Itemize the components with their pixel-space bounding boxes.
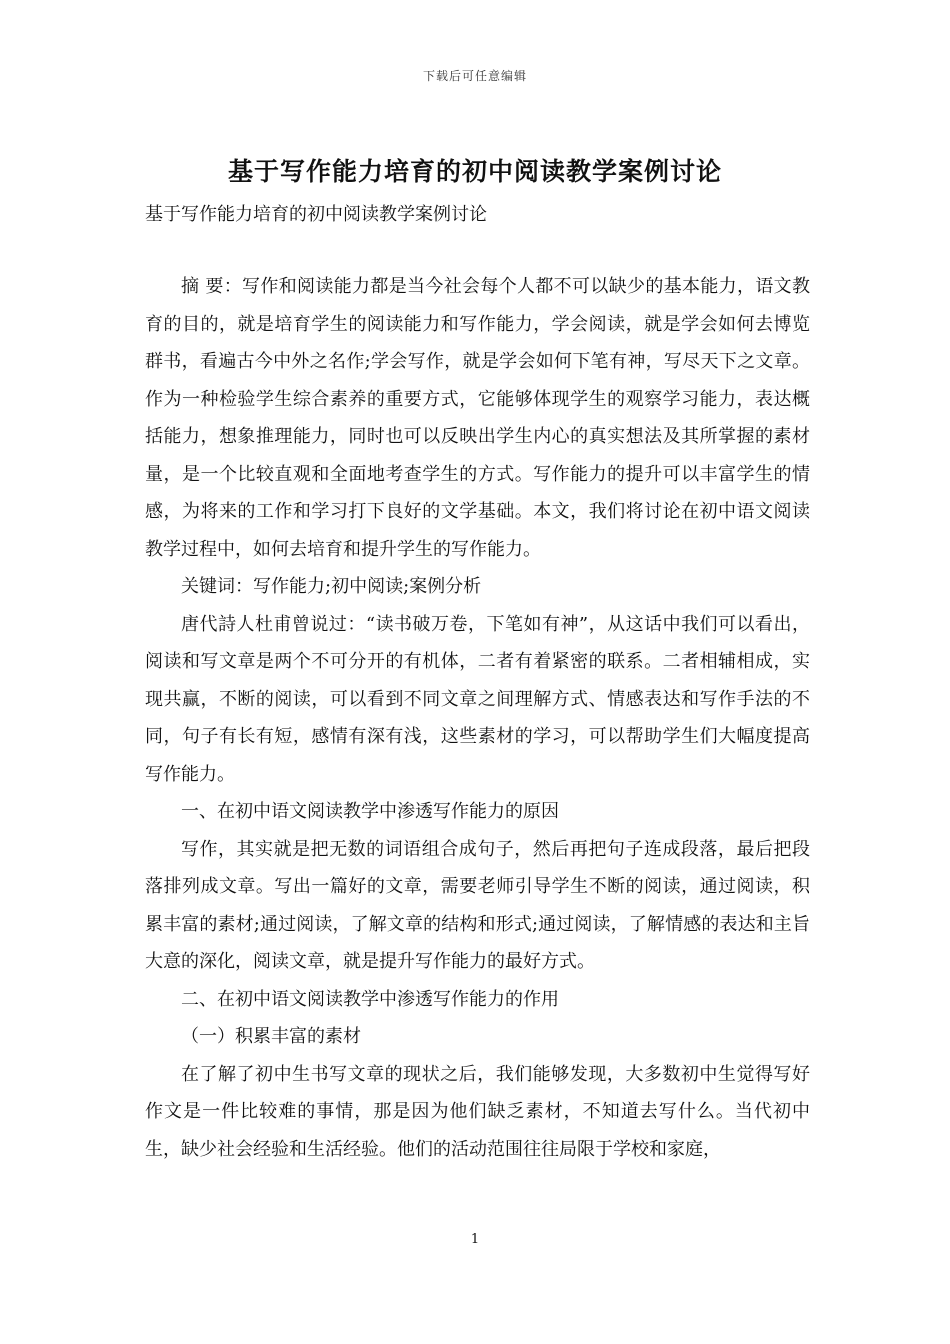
keywords-paragraph: 关键词：写作能力;初中阅读;案例分析 — [181, 576, 482, 597]
page-number: 1 — [470, 1232, 480, 1247]
abstract-paragraph: 摘 要：写作和阅读能力都是当今社会每个人都不可以缺少的基本能力，语文教育的目的，就是培育学生的阅读能力和写作能力，学会阅读，就是学会如何去博览群书，看遍古今中外之名作;学会写作，就是学会如何下笔有神，写尽天下之文章。作为一种检验学生综合素养的重要方式，它能够体现学生的观察学习能力，表达概括能力，想象推理能力，同时也可以反映出学生内心的真实想法及其所掌握的素材量，是一个比较直观和全面地考查学生的方式。写作能力的提升可以丰富学生的情感，为将来的工作和学习打下良好的文学基础。本文，我们将讨论在初中语文阅读教学过程中，如何去培育和提升学生的写作能力。 — [145, 276, 810, 560]
intro-paragraph: 唐代詩人杜甫曾说过：“读书破万卷，下笔如有神”，从这话中我们可以看出，阅读和写文章是两个不可分开的有机体，二者有着紧密的联系。二者相辅相成，实现共赢，不断的阅读，可以看到不同文章之间理解方式、情感表达和写作手法的不同，句子有长有短，感情有深有浅，这些素材的学习，可以帮助学生们大幅度提高写作能力。 — [145, 613, 810, 785]
document-title: 基于写作能力培育的初中阅读教学案例讨论 — [227, 157, 722, 186]
header-note: 下载后可任意编辑 — [422, 69, 527, 83]
section-heading-2: 二、在初中语文阅读教学中渗透写作能力的作用 — [181, 988, 559, 1010]
document-body — [145, 268, 810, 1168]
subsection-heading-1: （一）积累丰富的素材 — [181, 1026, 361, 1047]
subsection-1-paragraph: 在了解了初中生书写文章的现状之后，我们能够发现，大多数初中生觉得写好作文是一件比较难的事情，那是因为他们缺乏素材，不知道去写什么。当代初中生，缺少社会经验和生活经验。他们的活动范围往往局限于学校和家庭， — [145, 1063, 810, 1160]
document-subtitle: 基于写作能力培育的初中阅读教学案例讨论 — [145, 204, 487, 225]
section-heading-1: 一、在初中语文阅读教学中渗透写作能力的原因 — [181, 801, 559, 822]
section-1-paragraph: 写作，其实就是把无数的词语组合成句子，然后再把句子连成段落，最后把段落排列成文章。写出一篇好的文章，需要老师引导学生不断的阅读，通过阅读，积累丰富的素材;通过阅读，了解文章的结构和形式;通过阅读，了解情感的表达和主旨大意的深化，阅读文章，就是提升写作能力的最好方式。 — [145, 838, 810, 972]
